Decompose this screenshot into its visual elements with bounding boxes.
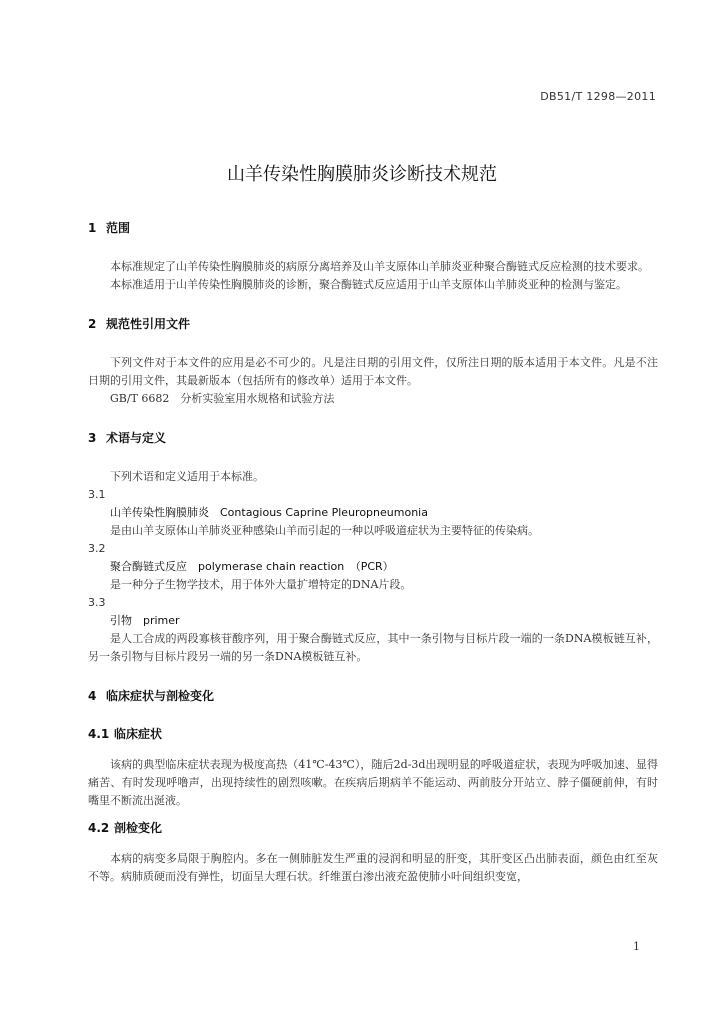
subsection-number: 4.1: [88, 727, 110, 741]
term-definition: 是一种分子生物学技术，用于体外大量扩增特定的DNA片段。: [110, 578, 412, 591]
term-name: 聚合酶链式反应 polymerase chain reaction （PCR）: [110, 560, 394, 573]
section-number: 1: [88, 221, 97, 235]
subsection-4-1-paragraph: 该病的典型临床症状表现为极度高热（41℃-43℃），随后2d-3d出现明显的呼吸道症状，表现为呼吸加速、显得痛苦、有时发现呼噜声，出现持续性的剧烈咳嗽。在疾病后期病羊不能运动、两前肢分开站立、脖子僵硬前伸，有时嘴里不断流出涎液。: [88, 758, 658, 807]
section-2-paragraph-1: 下列文件对于本文件的应用是必不可少的。凡是注日期的引用文件，仅所注日期的版本适用于本文件。凡是不注日期的引用文件，其最新版本（包括所有的修改单）适用于本文件。: [88, 356, 658, 387]
page-number: 1: [633, 940, 640, 953]
normative-reference: GB/T 6682 分析实验室用水规格和试验方法: [110, 392, 335, 405]
subsection-4-2-heading: [88, 820, 658, 836]
term-number: 3.1: [88, 488, 106, 501]
subsection-4-1-heading: [88, 726, 658, 742]
section-title: 规范性引用文件: [106, 317, 191, 331]
section-number: 2: [88, 317, 97, 331]
subsection-number: 4.2: [88, 821, 110, 835]
section-1-paragraph-1: 本标准规定了山羊传染性胸膜肺炎的病原分离培养及山羊支原体山羊肺炎亚种聚合酶链式反应检测的技术要求。: [110, 260, 649, 273]
section-4-heading: [88, 688, 658, 704]
document-title: 山羊传染性胸膜肺炎诊断技术规范: [227, 164, 497, 185]
term-number: 3.3: [88, 596, 106, 609]
subsection-title: 临床症状: [114, 727, 163, 741]
section-title: 术语与定义: [106, 431, 167, 445]
document-body: [88, 220, 658, 886]
term-definition: 是由山羊支原体山羊肺炎亚种感染山羊而引起的一种以呼吸道症状为主要特征的传染病。: [110, 524, 539, 537]
standard-code: DB51/T 1298—2011: [540, 90, 656, 103]
section-3-heading: [88, 430, 658, 446]
term-name: 引物 primer: [110, 614, 180, 627]
subsection-4-2-paragraph: 本病的病变多局限于胸腔内。多在一侧肺脏发生严重的浸润和明显的肝变，其肝变区凸出肺表面，颜色由红至灰不等。病肺质硬而没有弹性，切面呈大理石状。纤维蛋白渗出液充盈使肺小叶间组织变宽，: [88, 852, 658, 883]
term-name: 山羊传染性胸膜肺炎 Contagious Caprine Pleuropneumonia: [110, 506, 428, 519]
term-number: 3.2: [88, 542, 106, 555]
section-2-heading: [88, 316, 658, 332]
section-number: 4: [88, 689, 97, 703]
section-1-paragraph-2: 本标准适用于山羊传染性胸膜肺炎的诊断，聚合酶链式反应适用于山羊支原体山羊肺炎亚种的检测与鉴定。: [110, 278, 627, 291]
term-definition: 是人工合成的两段寡核苷酸序列，用于聚合酶链式反应，其中一条引物与目标片段一端的一条DNA模板链互补，另一条引物与目标片段另一端的另一条DNA模板链互补。: [88, 632, 658, 663]
subsection-title: 剖检变化: [114, 821, 163, 835]
section-3-intro: 下列术语和定义适用于本标准。: [110, 470, 264, 483]
section-title: 范围: [106, 221, 131, 235]
section-1-heading: [88, 220, 658, 236]
section-number: 3: [88, 431, 97, 445]
section-title: 临床症状与剖检变化: [106, 689, 215, 703]
